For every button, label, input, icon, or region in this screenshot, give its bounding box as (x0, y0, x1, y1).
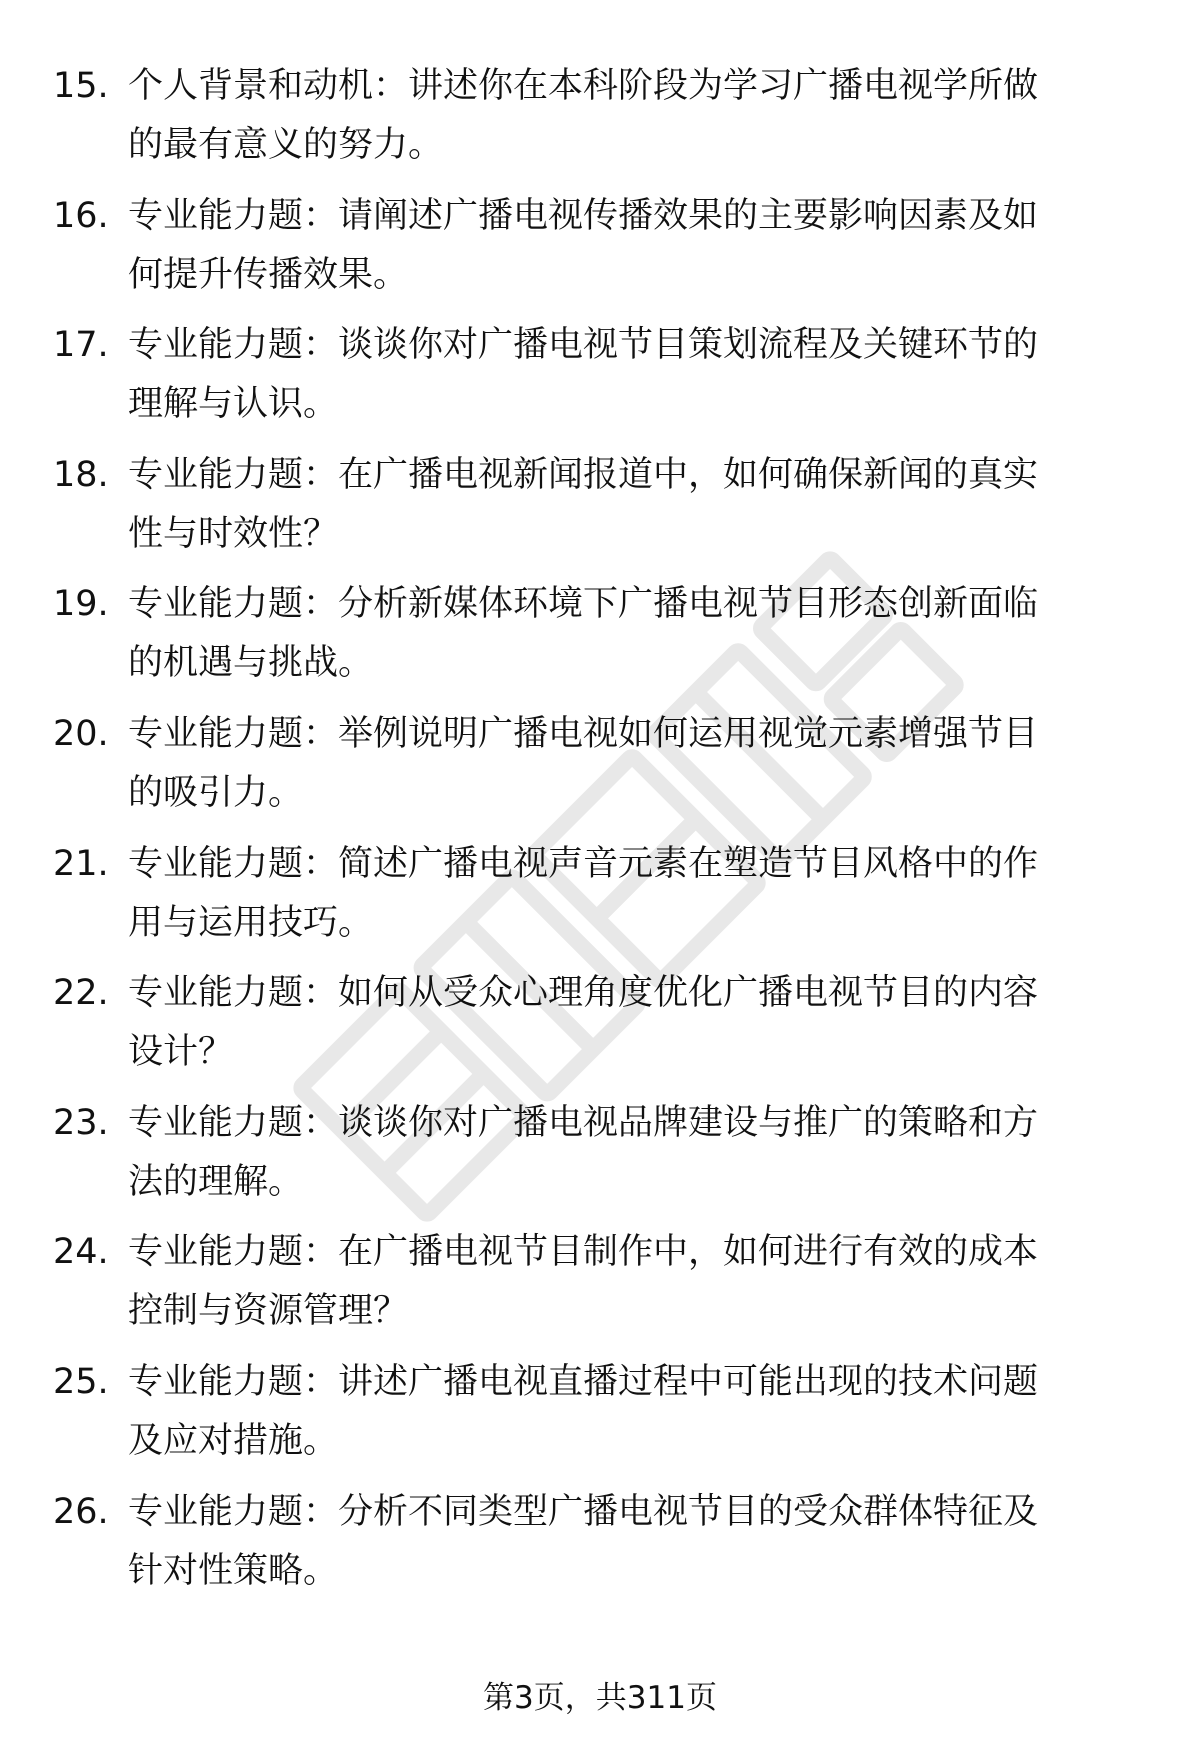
question-number: 18. (53, 454, 109, 495)
question-number: 23. (53, 1102, 109, 1143)
question-text: 专业能力题：在广播电视节目制作中，如何进行有效的成本控制与资源管理？ (128, 1232, 1039, 1332)
question-text: 专业能力题：如何从受众心理角度优化广播电视节目的内容设计？ (128, 973, 1039, 1073)
question-text: 专业能力题：在广播电视新闻报道中，如何确保新闻的真实性与时效性？ (128, 454, 1039, 554)
question-item (0, 57, 1200, 187)
question-text: 专业能力题：分析不同类型广播电视节目的受众群体特征及针对性策略。 (128, 1491, 1039, 1591)
question-number: 17. (53, 325, 109, 366)
question-number: 19. (53, 584, 109, 625)
question-number: 22. (53, 973, 109, 1014)
question-text: 专业能力题：谈谈你对广播电视品牌建设与推广的策略和方法的理解。 (128, 1102, 1039, 1202)
question-item (0, 187, 1200, 317)
question-number: 15. (53, 66, 109, 106)
question-text: 专业能力题：举例说明广播电视如何运用视觉元素增强节目的吸引力。 (128, 713, 1039, 813)
question-number: 24. (53, 1232, 109, 1273)
question-number: 25. (53, 1361, 109, 1402)
question-list (0, 57, 1200, 1612)
question-item (0, 1483, 1200, 1613)
question-item (0, 835, 1200, 965)
question-number: 20. (53, 713, 109, 754)
question-text: 专业能力题：讲述广播电视直播过程中可能出现的技术问题及应对措施。 (128, 1361, 1039, 1461)
question-item (0, 446, 1200, 576)
question-text: 个人背景和动机：讲述你在本科阶段为学习广播电视学所做的最有意义的努力。 (128, 66, 1039, 165)
question-item (0, 1094, 1200, 1224)
question-text: 专业能力题：请阐述广播电视传播效果的主要影响因素及如何提升传播效果。 (128, 195, 1039, 295)
question-number: 26. (53, 1491, 109, 1532)
question-item (0, 705, 1200, 835)
question-item (0, 1353, 1200, 1483)
page-number-footer: 第3页，共311页 (483, 1680, 717, 1716)
question-number: 16. (53, 195, 109, 236)
question-item (0, 964, 1200, 1094)
question-item (0, 1223, 1200, 1353)
question-text: 专业能力题：分析新媒体环境下广播电视节目形态创新面临的机遇与挑战。 (128, 584, 1039, 684)
question-text: 专业能力题：谈谈你对广播电视节目策划流程及关键环节的理解与认识。 (128, 325, 1039, 425)
question-number: 21. (53, 843, 109, 884)
question-text: 专业能力题：简述广播电视声音元素在塑造节目风格中的作用与运用技巧。 (128, 843, 1039, 943)
question-item (0, 316, 1200, 446)
question-item (0, 575, 1200, 705)
